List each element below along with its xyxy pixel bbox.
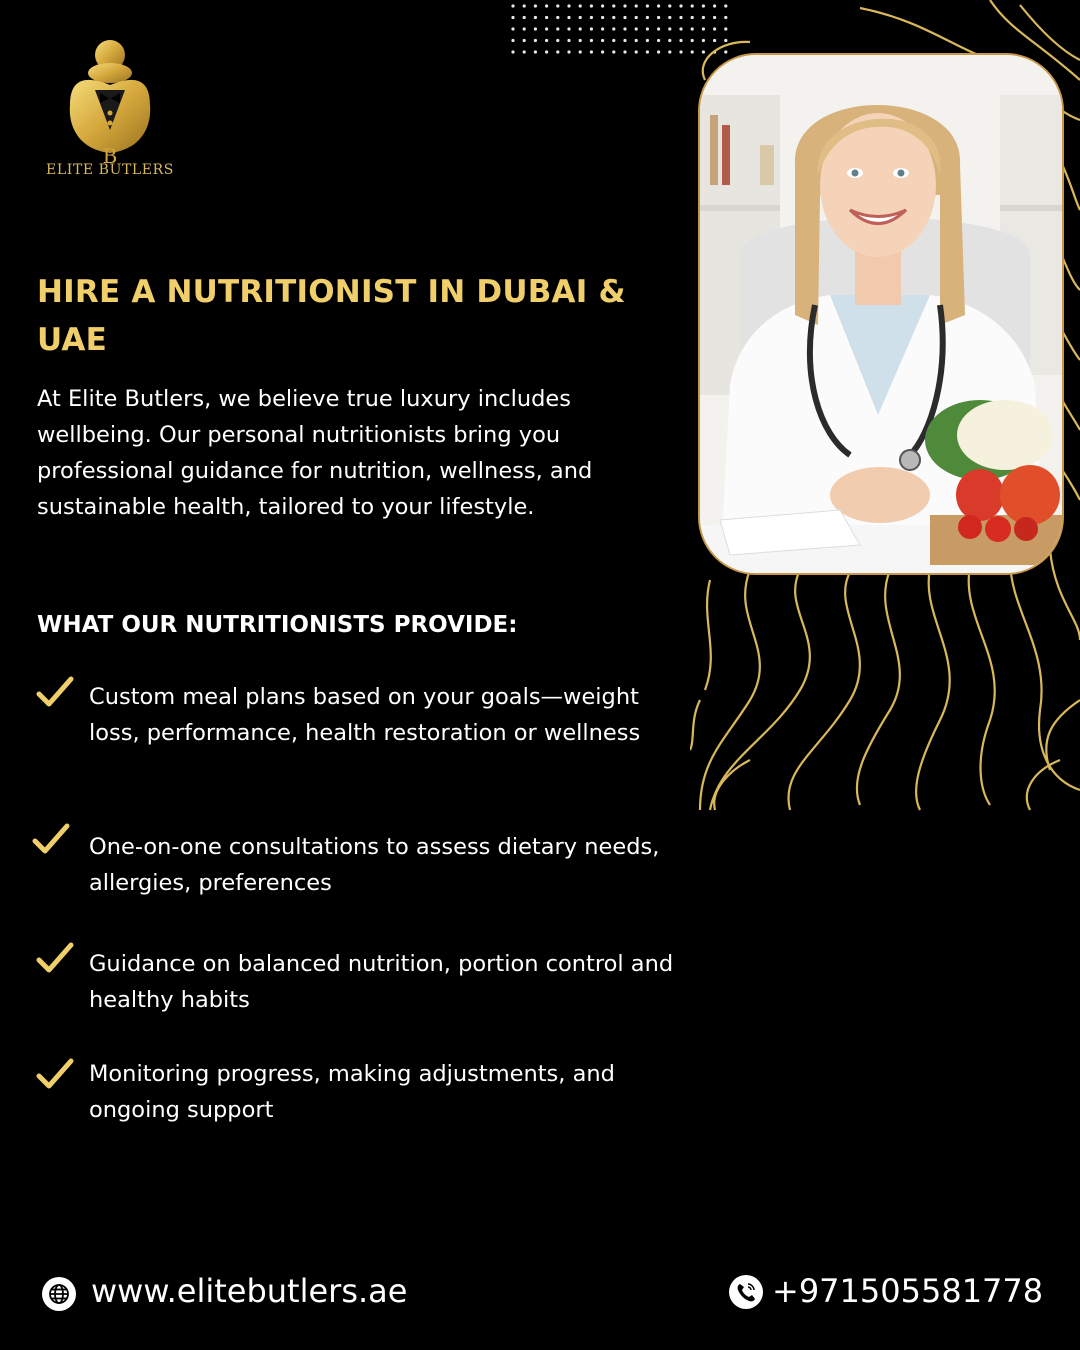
grid-dot bbox=[612, 39, 615, 42]
grid-dot bbox=[601, 50, 604, 53]
grid-dot bbox=[646, 50, 649, 53]
feature-item: One-on-one consultations to assess dietary needs, allergies, preferences bbox=[89, 834, 660, 896]
grid-dot bbox=[545, 50, 548, 53]
grid-dot bbox=[646, 4, 649, 7]
checkmark-icon bbox=[36, 1058, 74, 1092]
grid-dot bbox=[635, 27, 638, 30]
grid-dot bbox=[679, 50, 682, 53]
grid-dot bbox=[579, 50, 582, 53]
grid-dot bbox=[579, 16, 582, 19]
checkmark-icon bbox=[36, 676, 74, 710]
grid-dot bbox=[556, 39, 559, 42]
grid-dot bbox=[567, 39, 570, 42]
grid-dot bbox=[668, 4, 671, 7]
phone-icon bbox=[729, 1275, 763, 1309]
grid-dot bbox=[590, 16, 593, 19]
grid-dot bbox=[523, 16, 526, 19]
provide-heading: WHAT OUR NUTRITIONISTS PROVIDE: bbox=[37, 612, 518, 638]
grid-dot bbox=[657, 27, 660, 30]
grid-dot bbox=[657, 39, 660, 42]
page-title: HIRE A NUTRITIONIST IN DUBAI & UAE bbox=[37, 274, 626, 358]
grid-dot bbox=[601, 27, 604, 30]
grid-dot bbox=[534, 27, 537, 30]
grid-dot bbox=[556, 27, 559, 30]
grid-dot bbox=[590, 27, 593, 30]
grid-dot bbox=[601, 39, 604, 42]
grid-dot bbox=[590, 39, 593, 42]
grid-dot bbox=[567, 50, 570, 53]
feature-item: Guidance on balanced nutrition, portion control and healthy habits bbox=[89, 951, 674, 1013]
grid-dot bbox=[679, 39, 682, 42]
grid-dot bbox=[545, 16, 548, 19]
grid-dot bbox=[511, 4, 514, 7]
grid-dot bbox=[534, 39, 537, 42]
grid-dot bbox=[534, 4, 537, 7]
feature-item: Monitoring progress, making adjustments, and ongoing support bbox=[89, 1061, 615, 1123]
nutritionist-photo bbox=[698, 53, 1064, 575]
grid-dot bbox=[657, 16, 660, 19]
grid-dot bbox=[635, 50, 638, 53]
grid-dot bbox=[668, 39, 671, 42]
grid-dot bbox=[590, 4, 593, 7]
grid-dot bbox=[668, 16, 671, 19]
grid-dot bbox=[635, 4, 638, 7]
grid-dot bbox=[579, 39, 582, 42]
grid-dot bbox=[556, 16, 559, 19]
feature-item: Custom meal plans based on your goals—weight loss, performance, health restoration or wellness bbox=[89, 684, 641, 746]
grid-dot bbox=[511, 27, 514, 30]
grid-dot bbox=[556, 4, 559, 7]
grid-dot bbox=[635, 39, 638, 42]
grid-dot bbox=[556, 50, 559, 53]
grid-dot bbox=[601, 16, 604, 19]
grid-dot bbox=[623, 39, 626, 42]
grid-dot bbox=[523, 4, 526, 7]
grid-dot bbox=[534, 50, 537, 53]
globe-icon bbox=[42, 1277, 76, 1311]
grid-dot bbox=[590, 50, 593, 53]
grid-dot bbox=[579, 4, 582, 7]
grid-dot bbox=[612, 16, 615, 19]
grid-dot bbox=[623, 4, 626, 7]
grid-dot bbox=[511, 50, 514, 53]
grid-dot bbox=[679, 16, 682, 19]
grid-dot bbox=[545, 39, 548, 42]
checkmark-icon bbox=[32, 823, 70, 857]
grid-dot bbox=[567, 27, 570, 30]
grid-dot bbox=[657, 50, 660, 53]
grid-dot bbox=[523, 50, 526, 53]
grid-dot bbox=[668, 27, 671, 30]
grid-dot bbox=[612, 27, 615, 30]
grid-dot bbox=[668, 50, 671, 53]
grid-dot bbox=[623, 16, 626, 19]
grid-dot bbox=[523, 27, 526, 30]
grid-dot bbox=[612, 4, 615, 7]
grid-dot bbox=[511, 39, 514, 42]
grid-dot bbox=[567, 4, 570, 7]
grid-dot bbox=[545, 4, 548, 7]
grid-dot bbox=[579, 27, 582, 30]
grid-dot bbox=[679, 4, 682, 7]
grid-dot bbox=[612, 50, 615, 53]
grid-dot bbox=[534, 16, 537, 19]
grid-dot bbox=[657, 4, 660, 7]
grid-dot bbox=[567, 16, 570, 19]
grid-dot bbox=[646, 16, 649, 19]
logo-text: ELITE BUTLERS bbox=[46, 162, 174, 178]
grid-dot bbox=[523, 39, 526, 42]
grid-dot bbox=[511, 16, 514, 19]
grid-dot bbox=[623, 27, 626, 30]
checkmark-icon bbox=[36, 942, 74, 976]
grid-dot bbox=[679, 27, 682, 30]
grid-dot bbox=[623, 50, 626, 53]
grid-dot bbox=[635, 16, 638, 19]
grid-dot bbox=[545, 27, 548, 30]
logo-monogram: B bbox=[102, 144, 118, 168]
grid-dot bbox=[646, 39, 649, 42]
intro-paragraph: At Elite Butlers, we believe true luxury includes wellbeing. Our personal nutritionists bring you professional guidance for nutrition, wellness, and sustainable health, tailored to your lifestyle. bbox=[37, 386, 593, 520]
website-link[interactable]: www.elitebutlers.ae bbox=[91, 1272, 408, 1310]
grid-dot bbox=[601, 4, 604, 7]
phone-number-link[interactable]: +971505581778 bbox=[772, 1272, 1044, 1310]
grid-dot bbox=[646, 27, 649, 30]
